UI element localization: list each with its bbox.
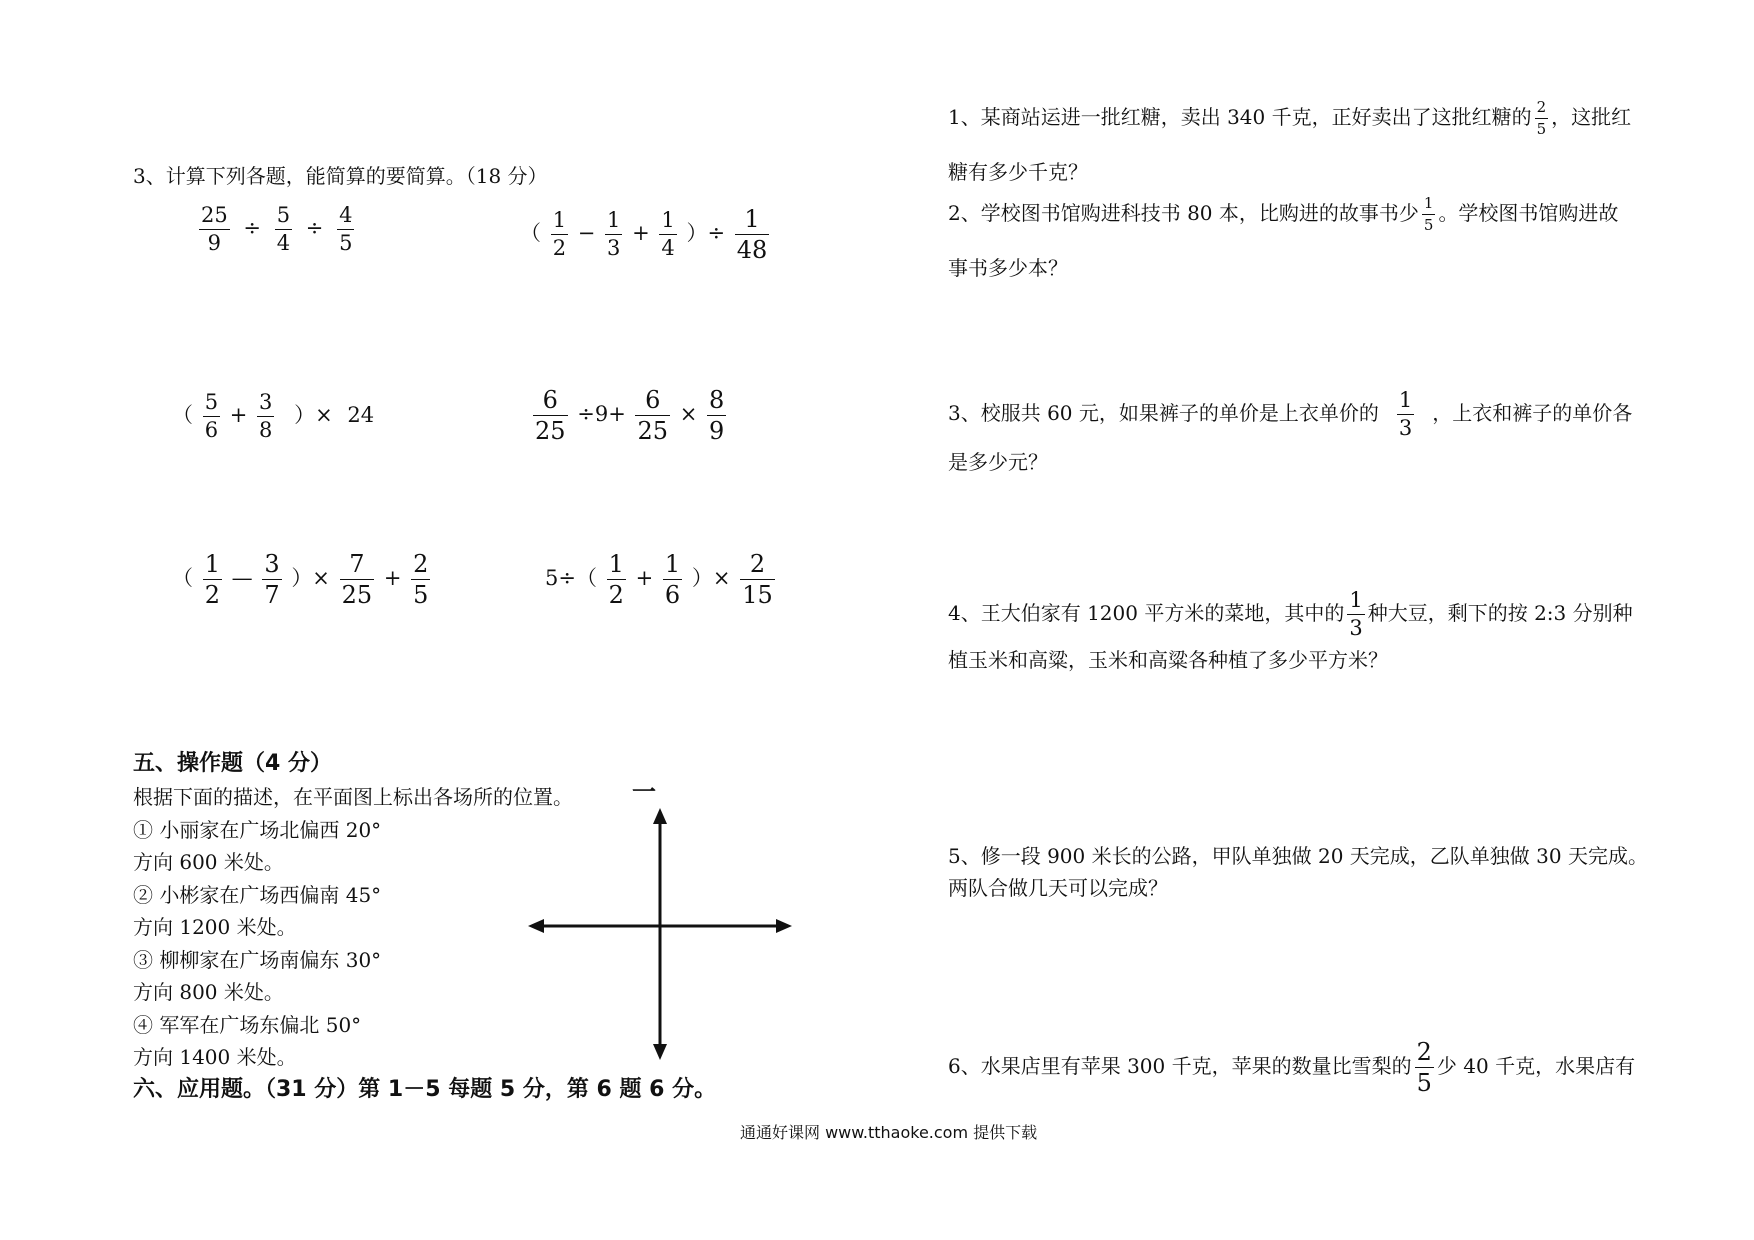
- fraction: $\frac{6}{25}$: [637, 386, 669, 445]
- location-item-2-line2: 方向 1200 米处。: [133, 915, 297, 939]
- fraction: $\frac{3}{8}$: [259, 390, 273, 442]
- location-item-3-line1: ③ 柳柳家在广场南偏东 30°: [133, 948, 382, 972]
- calc-expression-3: （ $\frac{5}{6}$ + $\frac{3}{8}$ ）× 24: [172, 390, 375, 442]
- fraction: $\frac{1}{2}$: [204, 550, 220, 609]
- fraction: $\frac{1}{5}$: [1423, 194, 1434, 234]
- calc-expression-6: 5÷（ $\frac{1}{2}$ + $\frac{1}{6}$ ）× $\frac{2}{15}$: [545, 550, 773, 609]
- fraction: $\frac{2}{5}$: [1416, 1038, 1432, 1097]
- fraction: $\frac{5}{4}$: [276, 203, 291, 255]
- problem-3-line2: 是多少元？: [948, 450, 1048, 474]
- calc-expression-2: （ $\frac{1}{2}$ − $\frac{1}{3}$ + $\frac{1}{4}$ ）÷ $\frac{1}{48}$: [520, 205, 768, 264]
- calc-title: 3、计算下列各题，能简算的要简算。（18 分）: [133, 164, 548, 188]
- calc-expression-5: （ $\frac{1}{2}$ — $\frac{3}{7}$ ）× $\frac{7}{25}$ + $\frac{2}{5}$: [172, 550, 429, 609]
- location-item-4-line1: ④ 军军在广场东偏北 50°: [133, 1013, 362, 1037]
- problem-6-line1: 6、水果店里有苹果 300 千克，苹果的数量比雪梨的 $\frac{2}{5}$ 少 40 千克，水果店有: [948, 1038, 1636, 1097]
- fraction: $\frac{1}{3}$: [1349, 588, 1363, 640]
- section6-heading: 六、应用题。（31 分）第 1－5 每题 5 分，第 6 题 6 分。: [133, 1077, 717, 1102]
- fraction: $\frac{4}{5}$: [339, 203, 353, 255]
- calc-expression-1: $\frac{25}{9}$ ÷ $\frac{5}{4}$ ÷ $\frac{4}{5}$: [201, 203, 353, 255]
- fraction: $\frac{2}{15}$: [742, 550, 773, 609]
- problem-1-line1: 1、某商站运进一批红糖，卖出 340 千克，正好卖出了这批红糖的 $\frac{2}{5}$ ，这批红: [948, 98, 1632, 138]
- problem-4-line1: 4、王大伯家有 1200 平方米的菜地，其中的 $\frac{1}{3}$ 种大豆，剩下的按 2:3 分别种: [948, 588, 1633, 640]
- calc-expression-4: $\frac{6}{25}$ ÷9+ $\frac{6}{25}$ × $\frac{8}{9}$: [535, 386, 725, 445]
- fraction: $\frac{1}{48}$: [736, 205, 768, 264]
- arrow-left-icon: [528, 919, 544, 933]
- problem-3-line1: 3、校服共 60 元，如果裤子的单价是上衣单价的 $\frac{1}{3}$ ，上衣和裤子的单价各: [948, 388, 1633, 440]
- problem-1-line2: 糖有多少千克？: [948, 160, 1088, 184]
- north-mark: 一: [632, 777, 656, 806]
- fraction: $\frac{1}{2}$: [552, 208, 567, 260]
- location-item-1-line1: ① 小丽家在广场北偏西 20°: [133, 818, 382, 842]
- fraction: $\frac{7}{25}$: [341, 550, 373, 609]
- section5-intro: 根据下面的描述，在平面图上标出各场所的位置。: [133, 785, 573, 809]
- fraction: $\frac{5}{6}$: [204, 390, 219, 442]
- arrow-right-icon: [776, 919, 792, 933]
- location-item-2-line1: ② 小彬家在广场西偏南 45°: [133, 883, 382, 907]
- fraction: $\frac{1}{6}$: [664, 550, 681, 609]
- fraction: $\frac{6}{25}$: [535, 386, 566, 445]
- problem-2-line1: 2、学校图书馆购进科技书 80 本，比购进的故事书少 $\frac{1}{5}$ 。学校图书馆购进故: [948, 194, 1619, 234]
- fraction: $\frac{8}{9}$: [709, 386, 725, 445]
- section5-heading: 五、操作题（4 分）: [133, 751, 332, 776]
- fraction: $\frac{25}{9}$: [201, 203, 228, 255]
- fraction: $\frac{1}{3}$: [607, 208, 621, 260]
- problem-4-line2: 植玉米和高粱，玉米和高粱各种植了多少平方米？: [948, 648, 1388, 672]
- location-item-1-line2: 方向 600 米处。: [133, 850, 284, 874]
- location-item-4-line2: 方向 1400 米处。: [133, 1045, 297, 1069]
- fraction: $\frac{3}{7}$: [264, 550, 280, 609]
- fraction: $\frac{2}{5}$: [413, 550, 429, 609]
- problem-5-line2: 两队合做几天可以完成？: [948, 876, 1168, 900]
- problem-2-line2: 事书多少本？: [948, 256, 1068, 280]
- problem-5-line1: 5、修一段 900 米长的公路，甲队单独做 20 天完成，乙队单独做 30 天完成。: [948, 844, 1648, 868]
- arrow-up-icon: [653, 808, 667, 824]
- fraction: $\frac{1}{4}$: [661, 208, 675, 260]
- arrow-down-icon: [653, 1044, 667, 1060]
- coordinate-cross-diagram: [520, 800, 800, 1070]
- fraction: $\frac{1}{2}$: [608, 550, 624, 609]
- fraction: $\frac{1}{3}$: [1398, 388, 1413, 440]
- fraction: $\frac{2}{5}$: [1536, 98, 1547, 138]
- page-footer: 通通好课网 www.tthaoke.com 提供下载: [740, 1123, 1038, 1142]
- location-item-3-line2: 方向 800 米处。: [133, 980, 284, 1004]
